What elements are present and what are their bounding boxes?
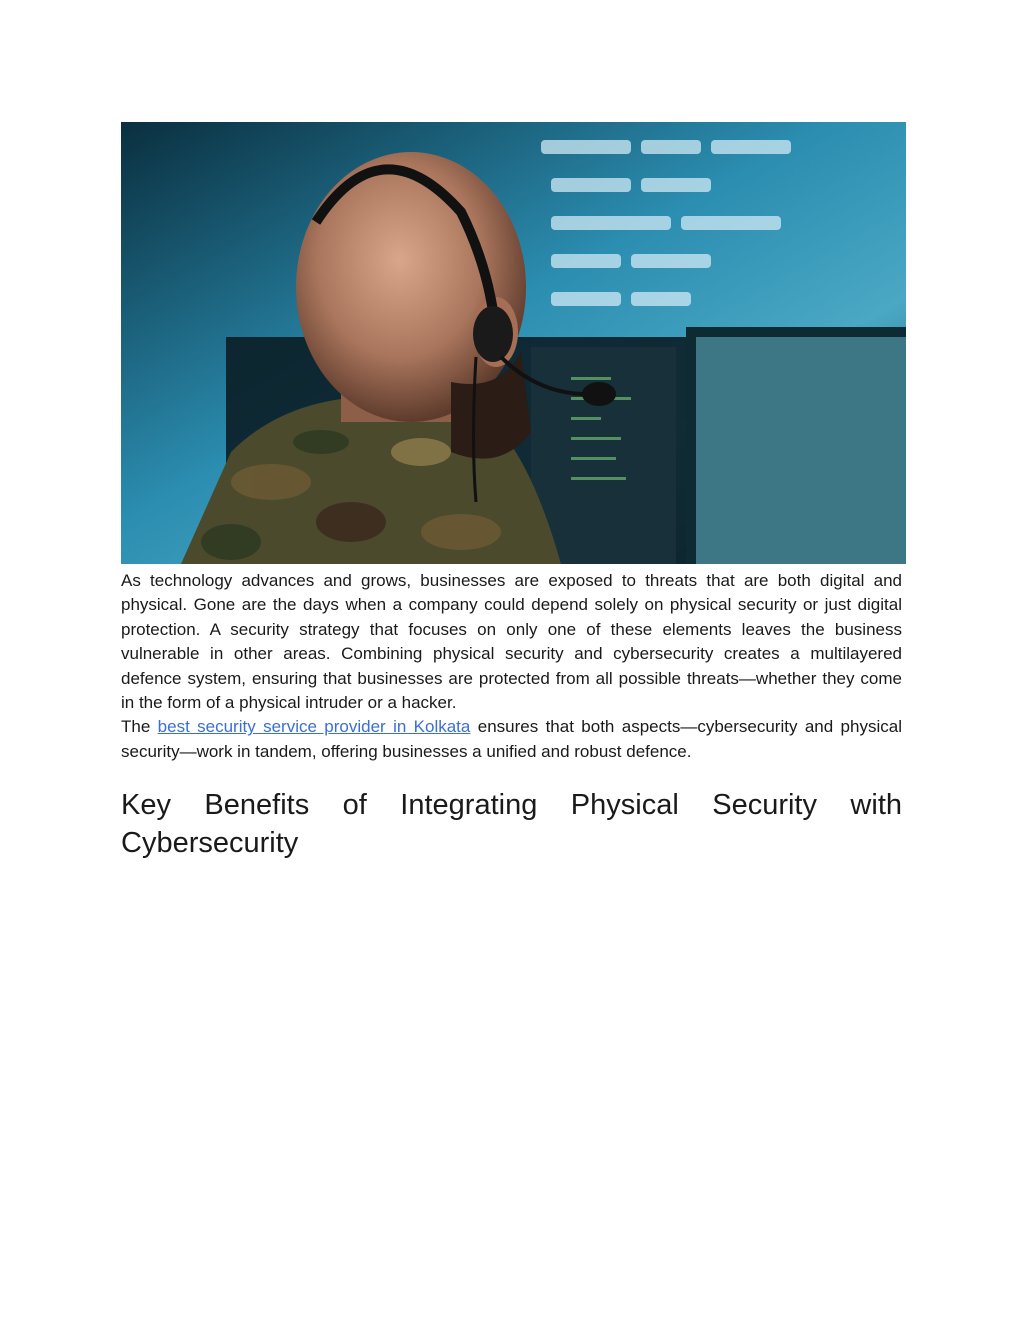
service-provider-link[interactable]: best security service provider in Kolkata	[157, 717, 471, 737]
service-paragraph-tail: ensures that both aspects—cybersecurity and physical security—work in tandem, offering businesses a unified and robust defence.	[121, 717, 902, 761]
intro-paragraph: As technology advances and grows, businesses are exposed to threats that are both digital and physical. Gone are the days when a company could depend solely on physical security or just digital protection. A security strategy that focuses on only one of these elements leaves the business vulnerable in other areas. Combining physical security and cybersecurity creates a multilayered defence system, ensuring that businesses are protected from all possible threats—whether they come in the form of a physical intruder or a hacker.	[121, 571, 902, 713]
hero-image	[121, 122, 906, 564]
service-paragraph	[121, 715, 902, 764]
service-paragraph-lead: The	[121, 717, 158, 737]
section-heading: Key Benefits of Integrating Physical Security with Cybersecurity	[121, 789, 902, 859]
body-text	[121, 569, 902, 764]
